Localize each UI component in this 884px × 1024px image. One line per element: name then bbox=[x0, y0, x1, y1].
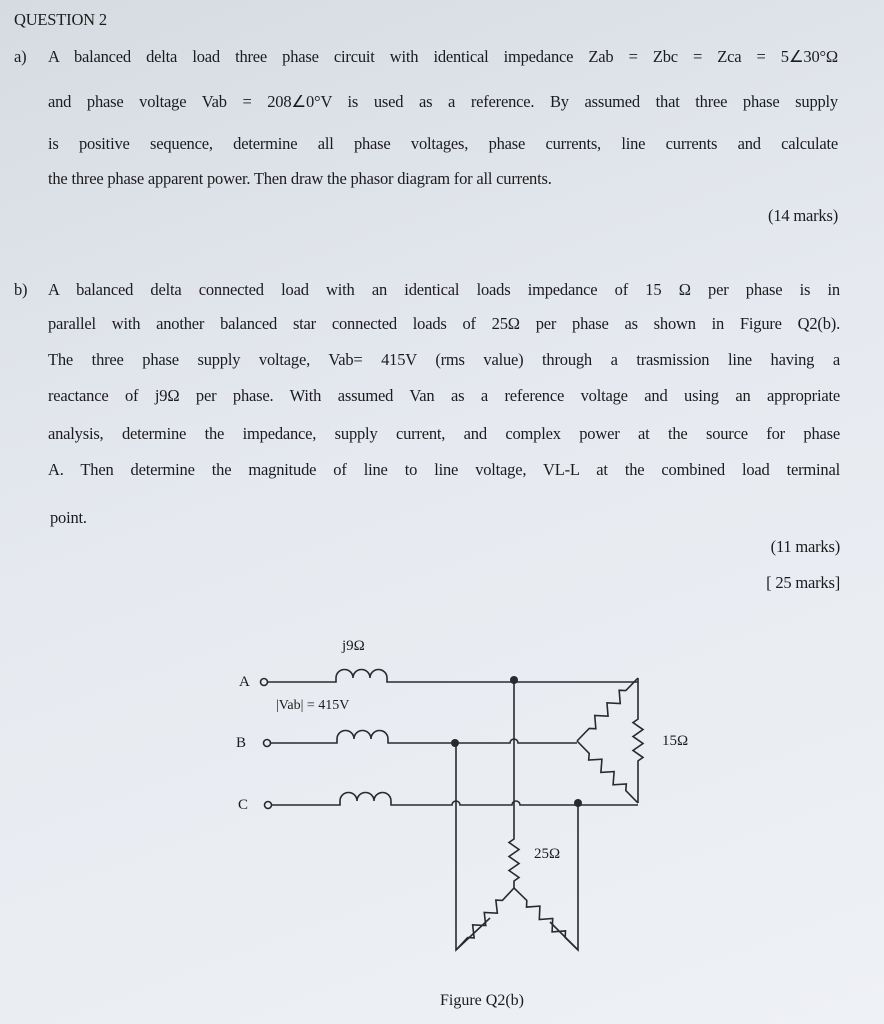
part-b-line-1: A balanced delta connected load with an identical loads impedance of 15 Ω per phase is in bbox=[48, 280, 840, 299]
delta-resistor-bc-icon bbox=[577, 741, 638, 803]
part-b-label: b) bbox=[14, 280, 28, 299]
total-marks: [ 25 marks] bbox=[766, 573, 840, 592]
part-a-line-4: the three phase apparent power. Then draw the phasor diagram for all currents. bbox=[48, 169, 552, 188]
figure-caption: Figure Q2(b) bbox=[440, 992, 524, 1009]
part-b-marks: (11 marks) bbox=[770, 537, 840, 556]
delta-resistance-label: 15Ω bbox=[662, 733, 689, 749]
terminal-a-label: A bbox=[239, 674, 250, 690]
star-resistor-b-icon bbox=[456, 888, 514, 950]
star-resistor-a-icon bbox=[509, 832, 519, 888]
inductor-b-icon bbox=[271, 731, 577, 744]
part-b-line-5: analysis, determine the impedance, supply current, and complex power at the source for phase bbox=[48, 424, 840, 443]
part-b-line-4: reactance of j9Ω per phase. With assumed Van as a reference voltage and using an appropriate bbox=[48, 386, 840, 405]
junction-dots bbox=[451, 676, 582, 807]
terminal-a-node bbox=[261, 679, 268, 686]
part-a-line-3: is positive sequence, determine all phase voltages, phase currents, line currents and calculate bbox=[48, 134, 838, 153]
resistor-icons bbox=[456, 678, 643, 950]
voltage-label: |Vab| = 415V bbox=[276, 698, 350, 713]
inductor-c-icon bbox=[272, 793, 638, 805]
terminal-b-node bbox=[264, 740, 271, 747]
terminals bbox=[261, 679, 272, 809]
part-b-line-7: point. bbox=[50, 508, 87, 527]
question-title: QUESTION 2 bbox=[14, 10, 107, 29]
star-resistance-label: 25Ω bbox=[534, 846, 561, 862]
inductor-a-icon bbox=[268, 670, 638, 683]
terminal-c-node bbox=[265, 802, 272, 809]
part-a-line-2: and phase voltage Vab = 208∠0°V is used as a reference. By assumed that three phase supply bbox=[48, 92, 838, 111]
part-a-marks: (14 marks) bbox=[768, 206, 838, 225]
part-b-line-6: A. Then determine the magnitude of line to line voltage, VL-L at the combined load terminal bbox=[48, 460, 840, 479]
wires bbox=[456, 678, 638, 950]
inductor-icons bbox=[268, 670, 638, 806]
part-b-line-2: parallel with another balanced star connected loads of 25Ω per phase as shown in Figure Q2(b). bbox=[48, 314, 840, 333]
delta-resistor-ca-icon bbox=[633, 718, 643, 762]
part-a-label: a) bbox=[14, 47, 27, 66]
part-b-line-3: The three phase supply voltage, Vab= 415V (rms value) through a trasmission line having a bbox=[48, 350, 840, 369]
terminal-c-label: C bbox=[238, 797, 249, 813]
star-resistor-c-icon bbox=[514, 888, 578, 950]
line-reactance-label: j9Ω bbox=[342, 638, 365, 654]
part-a-line-1: A balanced delta load three phase circuit with identical impedance Zab = Zbc = Zca = 5∠30°Ω bbox=[48, 47, 838, 66]
terminal-b-label: B bbox=[236, 735, 247, 751]
delta-resistor-ab-icon bbox=[577, 678, 638, 741]
